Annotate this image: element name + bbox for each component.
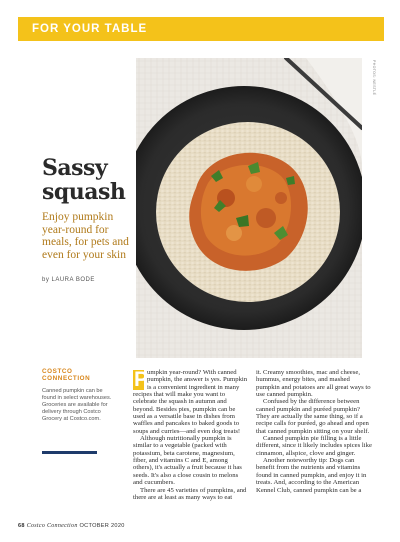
issue-date: OCTOBER 2020 xyxy=(79,523,125,529)
sidebar-title-line: COSTCO xyxy=(42,368,73,375)
subheadline: Enjoy pumpkin year-round for meals, for pets and even for your skin xyxy=(42,211,129,261)
sidebar-title xyxy=(42,368,116,382)
headline-line: Sassy xyxy=(42,155,108,181)
section-title: FOR YOUR TABLE xyxy=(32,23,148,35)
article-column-2 xyxy=(256,369,372,494)
paragraph: Another noteworthy tip: Dogs can benefit from the nutrients and vitamins found in canned pumpkin, and enjoy it in treats. And, according to the American Kennel Club, canned pumpkin can be a xyxy=(256,457,367,494)
paragraph: There are 45 varieties of pumpkins, and there are at least as many ways to eat xyxy=(133,486,247,501)
sidebar-divider xyxy=(42,451,97,454)
sidebar-text: Canned pumpkin can be found in select warehouses. Groceries are available for delivery through Costco Grocery at Costco.com. xyxy=(42,388,112,423)
page-footer xyxy=(18,523,218,529)
page-number: 68 xyxy=(18,523,25,529)
paragraph: Canned pumpkin pie filling is a little different, since it likely includes spices like cinnamon, allspice, clove and ginger. xyxy=(256,435,372,457)
photo-credit: PHOTOS: NESTLÉ xyxy=(372,60,376,96)
paragraph: Confused by the difference between canned pumpkin and puréed pumpkin? They are actually the same thing, so if a recipe calls for puréed, go ahead and open that canned pumpkin sitting on your shelf. xyxy=(256,398,370,435)
article-column-1 xyxy=(133,369,249,501)
food-photo xyxy=(136,58,362,358)
drop-cap xyxy=(133,368,149,391)
magazine-name: Costco Connection xyxy=(26,523,78,529)
costco-connection-sidebar xyxy=(42,368,116,423)
paragraph: umpkin year-round? With canned pumpkin, the answer is yes. Pumpkin is a convenient ingredient in many recipes that will make you want to celebrate the squash in autumn and beyond. Besides pies, pumpkin can be used as a versatile base in dishes from waffles and pancakes to baked goods to soups and curries—and even dog treats! xyxy=(133,369,248,435)
sidebar-title-line: CONNECTION xyxy=(42,375,91,382)
headline xyxy=(42,156,142,204)
section-banner xyxy=(18,17,384,41)
headline-line: squash xyxy=(42,179,126,205)
paragraph: it. Creamy smoothies, mac and cheese, hummus, energy bites, and mashed pumpkin and potatoes are all great ways to use canned pumpkin. xyxy=(256,369,371,399)
drop-cap-letter: P xyxy=(134,368,149,391)
paragraph: Although nutritionally pumpkin is similar to a vegetable (packed with potassium, beta carotene, magnesium, fiber, and vitamins C and E, among others), it's actually a fruit because it has seeds. It's also a close cousin to melons and cucumbers. xyxy=(133,435,242,487)
byline: by LAURA BODE xyxy=(42,277,95,283)
